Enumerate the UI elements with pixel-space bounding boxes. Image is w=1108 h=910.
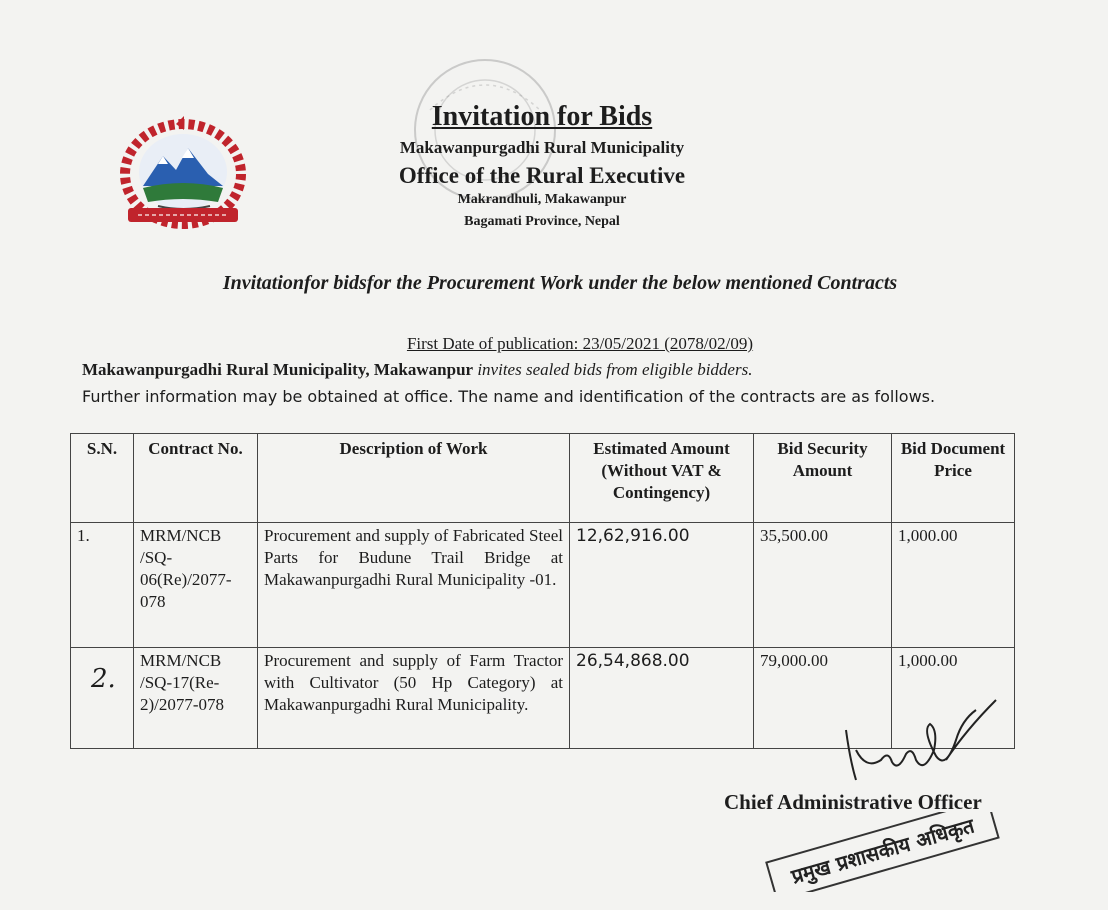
cell-description: Procurement and supply of Fabricated Steel Parts for Budune Trail Bridge at Makawanpurgadhi Rural Municipality -01. <box>258 523 570 648</box>
table-row <box>71 523 1015 648</box>
header-description: Description of Work <box>258 434 570 523</box>
intro-italic: invites sealed bids from eligible bidders. <box>473 360 753 379</box>
municipality-name: Makawanpurgadhi Rural Municipality <box>399 138 685 157</box>
handwritten-sn: 2. <box>91 664 116 694</box>
cell-contract: MRM/NCB /SQ-17(Re-2)/2077-078 <box>134 648 258 749</box>
cell-contract: MRM/NCB /SQ-06(Re)/2077-078 <box>134 523 258 648</box>
cell-estimated: 12,62,916.00 <box>570 523 754 648</box>
cell-sn <box>71 648 134 749</box>
cell-sn: 1. <box>71 523 134 648</box>
office-stamp-icon <box>758 812 1008 892</box>
header-sn: S.N. <box>71 434 134 523</box>
signature-icon <box>826 690 1006 790</box>
header-security: Bid Security Amount <box>754 434 892 523</box>
invitation-heading: Invitationfor bidsfor the Procurement Work under the below mentioned Contracts <box>222 272 898 294</box>
signatory-title: Chief Administrative Officer <box>724 790 982 814</box>
intro-bold: Makawanpurgadhi Rural Municipality, Makawanpur <box>82 360 474 379</box>
header-estimated: Estimated Amount (Without VAT & Contingency) <box>570 434 754 523</box>
cell-price: 1,000.00 <box>892 523 1015 648</box>
office-name: Office of the Rural Executive <box>398 163 686 188</box>
cell-security: 79,000.00 <box>754 648 892 749</box>
header-price: Bid Document Price <box>892 434 1015 523</box>
nepal-emblem-icon <box>118 112 248 230</box>
document-title: Invitation for Bids <box>431 101 653 132</box>
province-line: Bagamati Province, Nepal <box>464 214 620 229</box>
cell-price: 1,000.00 <box>892 648 1015 749</box>
intro-line-1 <box>82 360 1082 380</box>
header-contract: Contract No. <box>134 434 258 523</box>
document-header <box>300 100 784 232</box>
cell-description: Procurement and supply of Farm Tractor with Cultivator (50 Hp Category) at Makawanpurgadhi Rural Municipality. <box>258 648 570 749</box>
publication-date: First Date of publication: 23/05/2021 (2078/02/09) <box>406 334 754 353</box>
cell-security: 35,500.00 <box>754 523 892 648</box>
stamp-text: प्रमुख प्रशासकीय अधिकृत <box>788 813 977 889</box>
intro-line-2: Further information may be obtained at office. The name and identification of the contracts are as follows. <box>82 387 936 406</box>
cell-estimated: 26,54,868.00 <box>570 648 754 749</box>
table-header-row <box>71 434 1015 523</box>
office-address: Makrandhuli, Makawanpur <box>457 192 627 207</box>
